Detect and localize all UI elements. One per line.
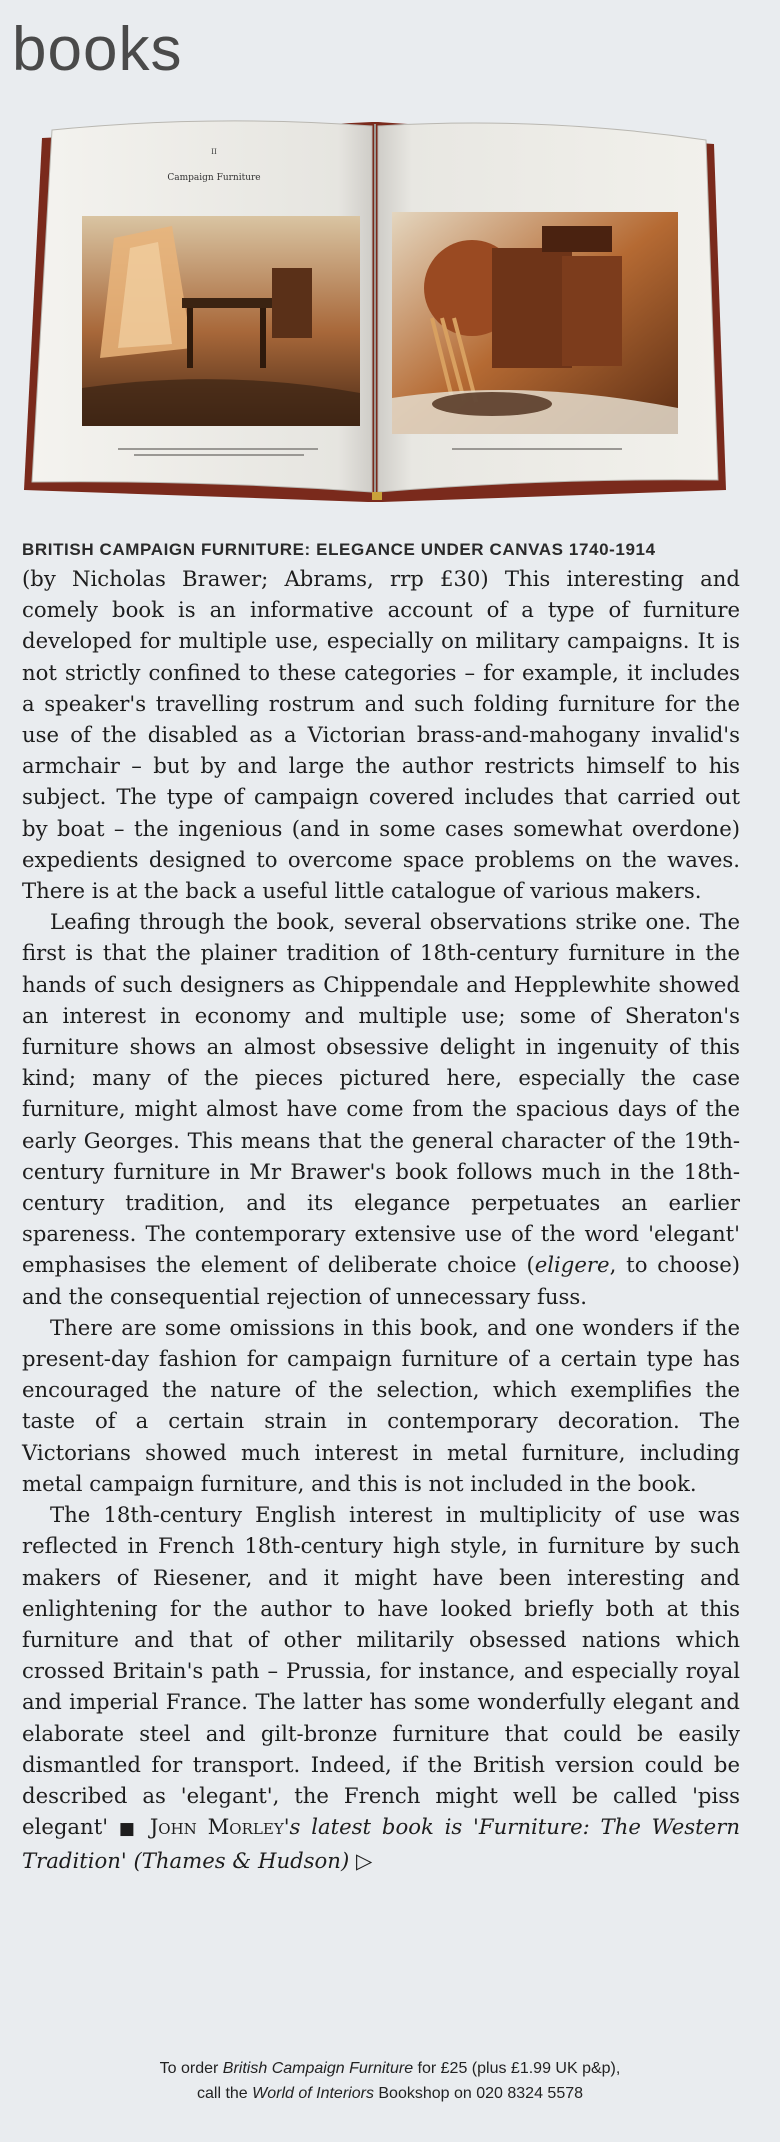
book-title-heading: BRITISH CAMPAIGN FURNITURE: ELEGANCE UNDER CANVAS 1740-1914	[22, 540, 656, 559]
continue-arrow-icon: ▷	[355, 1848, 373, 1874]
review-paragraph-2	[22, 906, 740, 1312]
book-photo	[22, 118, 728, 504]
left-page-number: II	[211, 148, 217, 156]
tent-interior-photo	[82, 216, 360, 426]
author-note: 's latest book is 'Furniture: The Western Tradition' (Thames & Hudson)	[22, 1814, 740, 1874]
review-paragraph-2-part-a: Leafing through the book, several observations strike one. The first is that the plainer tradition of 18th-century furniture in the hands of such designers as Chippendale and Hepplewhite showed an interest in economy and multiple use; some of Sheraton's furniture shows an almost obsessive delight in ingenuity of this kind; many of the pieces pictured here, especially the case furniture, might almost have come from the spacious days of the early Georges. This means that the general character of the 19th-century furniture in Mr Brawer's book follows much in the 18th-century tradition, and its elegance perpetuates an earlier spareness. The contemporary extensive use of the word 'elegant' emphasises the element of deliberate choice (	[22, 909, 740, 1278]
review-paragraph-4	[22, 1499, 740, 1876]
campaign-furniture-photo	[392, 212, 678, 434]
order-line-2	[0, 2081, 780, 2106]
author-byline: John Morley	[149, 1814, 284, 1840]
order-line-1	[0, 2056, 780, 2081]
review-paragraph-1: (by Nicholas Brawer; Abrams, rrp £30) This interesting and comely book is an informative account of a type of furniture developed for multiple use, especially on military campaigns. It is not strictly confined to these categories – for example, it includes a speaker's travelling rostrum and such folding furniture for the use of the disabled as a Victorian brass-and-mahogany invalid's armchair – but by and large the author restricts himself to his subject. The type of campaign covered includes that carried out by boat – the ingenious (and in some cases somewhat overdone) expedients designed to overcome space problems on the waves. There is at the back a useful little catalogue of various makers.	[22, 566, 740, 904]
left-page-heading: Campaign Furniture	[167, 173, 261, 183]
end-mark-icon: ■	[118, 1819, 139, 1840]
section-title: books	[12, 15, 183, 84]
order-line-2-start: call the	[196, 2085, 253, 2102]
review-paragraph-2-part-b: , to choose) and the consequential rejection of unnecessary fuss.	[22, 1252, 740, 1309]
order-info	[0, 2056, 780, 2106]
review-paragraph-4-text: The 18th-century English interest in multiplicity of use was reflected in French 18th-century high style, in furniture by such makers of Riesener, and it might have been interesting and enlightening for the author to have looked briefly both at this furniture and that of other militarily obsessed nations which crossed Britain's path – Prussia, for instance, and especially royal and imperial France. The latter has some wonderfully elegant and elaborate steel and gilt-bronze furniture that could be easily dismantled for transport. Indeed, if the British version could be described as 'elegant', the French might well be called 'piss elegant'	[22, 1502, 740, 1840]
open-book-illustration	[22, 118, 728, 504]
review-paragraph-3: There are some omissions in this book, and one wonders if the present-day fashion for campaign furniture of a certain type has encouraged the nature of the selection, which exemplifies the taste of a certain strain in contemporary decoration. The Victorians showed much interest in metal furniture, including metal campaign furniture, and this is not included in the book.	[22, 1314, 740, 1496]
order-book-title: British Campaign Furniture	[222, 2060, 414, 2077]
order-line-1-start: To order	[159, 2060, 223, 2077]
order-price: for £25 (plus £1.99 UK p&p),	[413, 2060, 621, 2077]
latin-term: eligere	[534, 1252, 610, 1278]
book-review	[22, 540, 740, 1877]
order-phone: Bookshop on 020 8324 5578	[373, 2085, 584, 2102]
order-magazine-title: World of Interiors	[252, 2085, 374, 2102]
